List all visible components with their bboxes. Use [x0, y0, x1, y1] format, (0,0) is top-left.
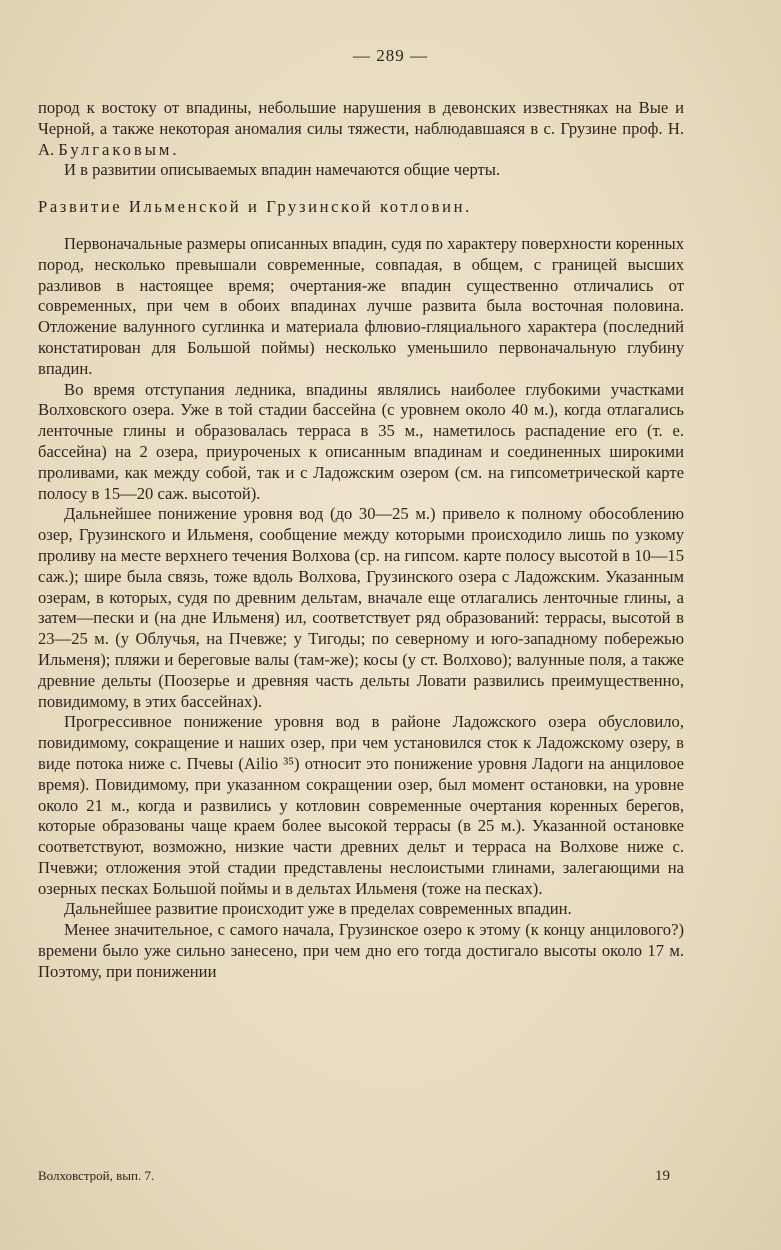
body-text	[38, 98, 684, 983]
paragraph-6: Прогрессивное понижение уровня вод в районе Ладожского озера обусловило, повидимому, сокращение и наших озер, при чем установился сток к Ладожскому озеру, в виде потока ниже с. Пчевы (Ailio ³⁵) относит это понижение уровня Ладоги на анциловое время). Повидимому, при указанном сокращении озер, был момент остановки, на уровне около 21 м., когда и развились у котловин современные очертания коренных берегов, которые образованы чаще краем более высокой террасы (в 25 м.). Указанной остановке соответствуют, возможно, низкие части древних дельт и терраса на Волхове ниже с. Пчевжи; отложения этой стадии представлены неслоистыми глинами, залегающими на озерных песках Большой поймы и в дельтах Ильменя (тоже на песках).	[38, 712, 684, 898]
page-number: — 289 —	[353, 46, 428, 65]
paragraph-8: Менее значительное, с самого начала, Грузинское озеро к этому (к концу анцилового?) времени было уже сильно занесено, при чем дно его тогда достигало высоты около 17 м. Поэтому, при понижении	[38, 920, 684, 981]
footer-signature-number: 19	[655, 1168, 670, 1184]
paragraph-7: Дальнейшее развитие происходит уже в пределах современных впадин.	[64, 899, 572, 919]
author-name: Булгаковым.	[58, 139, 180, 159]
paragraph-4: Во время отступания ледника, впадины являлись наиболее глубокими участками Волховского озера. Уже в той стадии бассейна (с уровнем около 40 м.), когда отлагались ленточные глины и образовалась терраса в 35 м., наметилось распадение его (т. е. бассейна) на 2 озера, приуроченых к описанным впадинам и соединенных широкими проливами, как между собой, так и с Ладожским озером (см. на гипсометрической карте полосу в 15—20 саж. высотой).	[38, 379, 684, 503]
paragraph-3: Первоначальные размеры описанных впадин, судя по характеру поверхности коренных пород, несколько превышали современные, совпадая, в общем, с границей высших разливов в настоящее время; очертания-же впадин существенно отличались от современных, при чем в обоих впадинах лучше развита была восточная половина. Отложение валунного суглинка и материала флювио-гляциального характера (последний констатирован для Большой поймы) несколько уменьшило первоначальную глубину впадин.	[38, 233, 684, 378]
section-heading: Развитие Ильменской и Грузинской котловин.	[38, 197, 472, 217]
footer-publication: Волховстрой, вып. 7.	[38, 1168, 155, 1183]
paragraph-1	[38, 98, 684, 160]
paragraph-1-text: пород к востоку от впадины, небольшие нарушения в девонских известняках на Вые и Черной, а также некоторая аномалия силы тяжести, наблюдавшаяся в с. Грузине проф. Н. А.	[38, 98, 684, 159]
paragraph-5: Дальнейшее понижение уровня вод (до 30—25 м.) привело к полному обособлению озер, Грузинского и Ильменя, сообщение между которыми происходило лишь по узкому проливу на месте верхнего течения Волхова (ср. на гипсом. карте полосу высотой в 10—15 саж.); шире была связь, тоже вдоль Волхова, Грузинского озера с Ладожским. Указанным озерам, в которых, судя по древним дельтам, вначале еще отлагались ленточные глины, а затем—пески и (на дне Ильменя) ил, соответствует ряд образований: террасы, высотой в 23—25 м. (у Облучья, на Пчевже; у Тигоды; по северному и юго-западному побережью Ильменя); пляжи и береговые валы (там-же); косы (у ст. Волхово); валунные поля, а также древние дельты (Поозерье и древняя часть дельты Ловати развились преимущественно, повидимому, в этих бассейнах).	[38, 504, 684, 711]
paragraph-2: И в развитии описываемых впадин намечаются общие черты.	[64, 160, 501, 180]
